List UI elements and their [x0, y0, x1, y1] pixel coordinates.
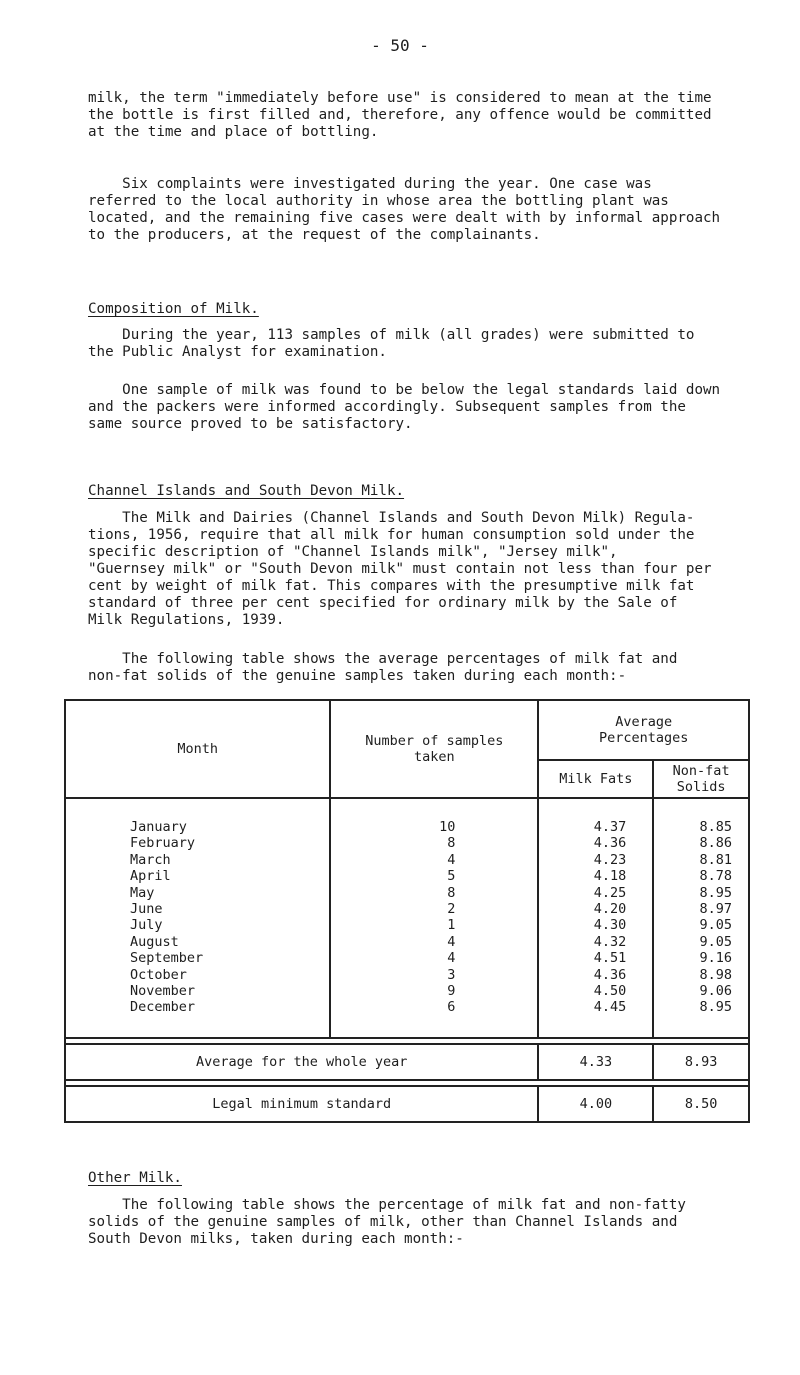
- average-milk-fat: 4.33: [538, 1044, 653, 1080]
- non-fat-cell: 9.05: [699, 917, 732, 934]
- legal-minimum-row: [65, 1086, 749, 1122]
- table-header-row: [65, 700, 749, 760]
- average-non-fat: 8.93: [653, 1044, 749, 1080]
- header-month: Month: [65, 700, 330, 798]
- month-cell: May: [130, 884, 155, 901]
- milk-fat-cell: 4.50: [593, 982, 627, 999]
- milk-fat-cell: 4.25: [593, 884, 627, 901]
- milk-averages-table: [64, 699, 750, 1123]
- average-label: Average for the whole year: [65, 1044, 538, 1080]
- heading-channel-islands: Channel Islands and South Devon Milk.: [88, 483, 405, 499]
- paragraph-complaints: Six complaints were investigated during the year. One case was referred to the local authority in whose area the bottling plant was located, and the remaining five cases were dealt with by informal approach to the producers, at the request of the complainants.: [88, 176, 721, 243]
- non-fat-cell: 8.81: [699, 851, 732, 868]
- milk-fat-cell: 4.30: [593, 917, 627, 934]
- paragraph-bottling: milk, the term "immediately before use" is considered to mean at the time the bottle is first filled and, therefore, any offence would be committed at the time and place of bottling.: [88, 90, 712, 140]
- samples-cell: 5: [447, 868, 456, 885]
- milk-fat-cell: 4.36: [593, 835, 627, 852]
- non-fat-cell: 8.97: [699, 900, 732, 917]
- non-fat-cell: 8.95: [699, 884, 732, 901]
- paragraph-below-standard: One sample of milk was found to be below the legal standards laid down and the packers were informed accordingly. Subsequent samples from the same source proved to be satisfactory.: [88, 382, 721, 432]
- paragraph-other-milk-intro: The following table shows the percentage of milk fat and non-fatty solids of the genuine samples of milk, other than Channel Islands and South Devon milks, taken during each month:-: [88, 1197, 686, 1247]
- milk-fat-cell: 4.36: [593, 966, 627, 983]
- month-cell: February: [130, 835, 196, 852]
- month-column: [65, 798, 330, 1038]
- heading-other-milk: Other Milk.: [88, 1170, 182, 1186]
- milk-fat-cell: 4.51: [593, 950, 627, 967]
- milk-fat-cell: 4.23: [593, 851, 627, 868]
- samples-cell: 10: [439, 819, 456, 835]
- samples-cell: 2: [447, 900, 456, 917]
- page-number: - 50 -: [371, 36, 429, 55]
- paragraph-regulations: The Milk and Dairies (Channel Islands and South Devon Milk) Regula- tions, 1956, require that all milk for human consumption sold under the specific description of "Channel Islands milk", "Jersey milk", "Guernsey milk" or "South Devon milk" must contain not less than four per cent by weight of milk fat. This compares with the presumptive milk fat standard of three per cent specified for ordinary milk by the Sale of Milk Regulations, 1939.: [88, 510, 712, 628]
- month-cell: November: [130, 982, 196, 999]
- legal-minimum-milk-fat: 4.00: [538, 1086, 653, 1122]
- month-cell: July: [130, 917, 163, 934]
- header-non-fat-solids: Non-fat Solids: [653, 760, 749, 798]
- samples-cell: 8: [447, 884, 456, 901]
- milk-fat-cell: 4.18: [593, 868, 627, 885]
- month-cell: October: [130, 966, 187, 983]
- milk-fat-cell: 4.45: [593, 999, 627, 1016]
- non-fat-cell: 8.85: [699, 819, 732, 835]
- month-cell: August: [130, 933, 179, 950]
- month-cell: December: [130, 999, 196, 1016]
- samples-cell: 4: [447, 851, 456, 868]
- milk-fat-cell: 4.32: [593, 933, 627, 950]
- non-fat-column: [653, 798, 749, 1038]
- non-fat-cell: 8.98: [699, 966, 732, 983]
- month-cell: January: [130, 819, 187, 835]
- table-body-row: [65, 798, 749, 1038]
- non-fat-cell: 9.16: [699, 950, 732, 967]
- header-average-percentages: Average Percentages: [538, 700, 749, 760]
- non-fat-cell: 8.95: [699, 999, 732, 1016]
- milk-fat-column: [538, 798, 653, 1038]
- month-cell: September: [130, 950, 204, 967]
- non-fat-cell: 8.86: [699, 835, 732, 852]
- samples-cell: 1: [447, 917, 456, 934]
- month-cell: April: [130, 868, 171, 885]
- legal-minimum-non-fat: 8.50: [653, 1086, 749, 1122]
- header-samples: Number of samples taken: [330, 700, 538, 798]
- samples-cell: 4: [447, 950, 456, 967]
- paragraph-table-intro: The following table shows the average percentages of milk fat and non-fat solids of the genuine samples taken during each month:-: [88, 651, 678, 684]
- month-cell: March: [130, 851, 171, 868]
- samples-cell: 3: [447, 966, 456, 983]
- legal-minimum-label: Legal minimum standard: [65, 1086, 538, 1122]
- samples-cell: 4: [447, 933, 456, 950]
- header-milk-fats: Milk Fats: [538, 760, 653, 798]
- samples-cell: 8: [447, 835, 456, 852]
- paragraph-samples-submitted: During the year, 113 samples of milk (all grades) were submitted to the Public Analyst for examination.: [88, 327, 695, 360]
- heading-composition: Composition of Milk.: [88, 301, 259, 317]
- average-row: [65, 1044, 749, 1080]
- non-fat-cell: 9.05: [699, 933, 732, 950]
- samples-cell: 9: [447, 982, 456, 999]
- samples-column: [330, 798, 538, 1038]
- non-fat-cell: 8.78: [699, 868, 732, 885]
- non-fat-cell: 9.06: [699, 982, 732, 999]
- samples-cell: 6: [447, 999, 456, 1016]
- month-cell: June: [130, 900, 163, 917]
- milk-fat-cell: 4.37: [593, 819, 627, 835]
- milk-fat-cell: 4.20: [593, 900, 627, 917]
